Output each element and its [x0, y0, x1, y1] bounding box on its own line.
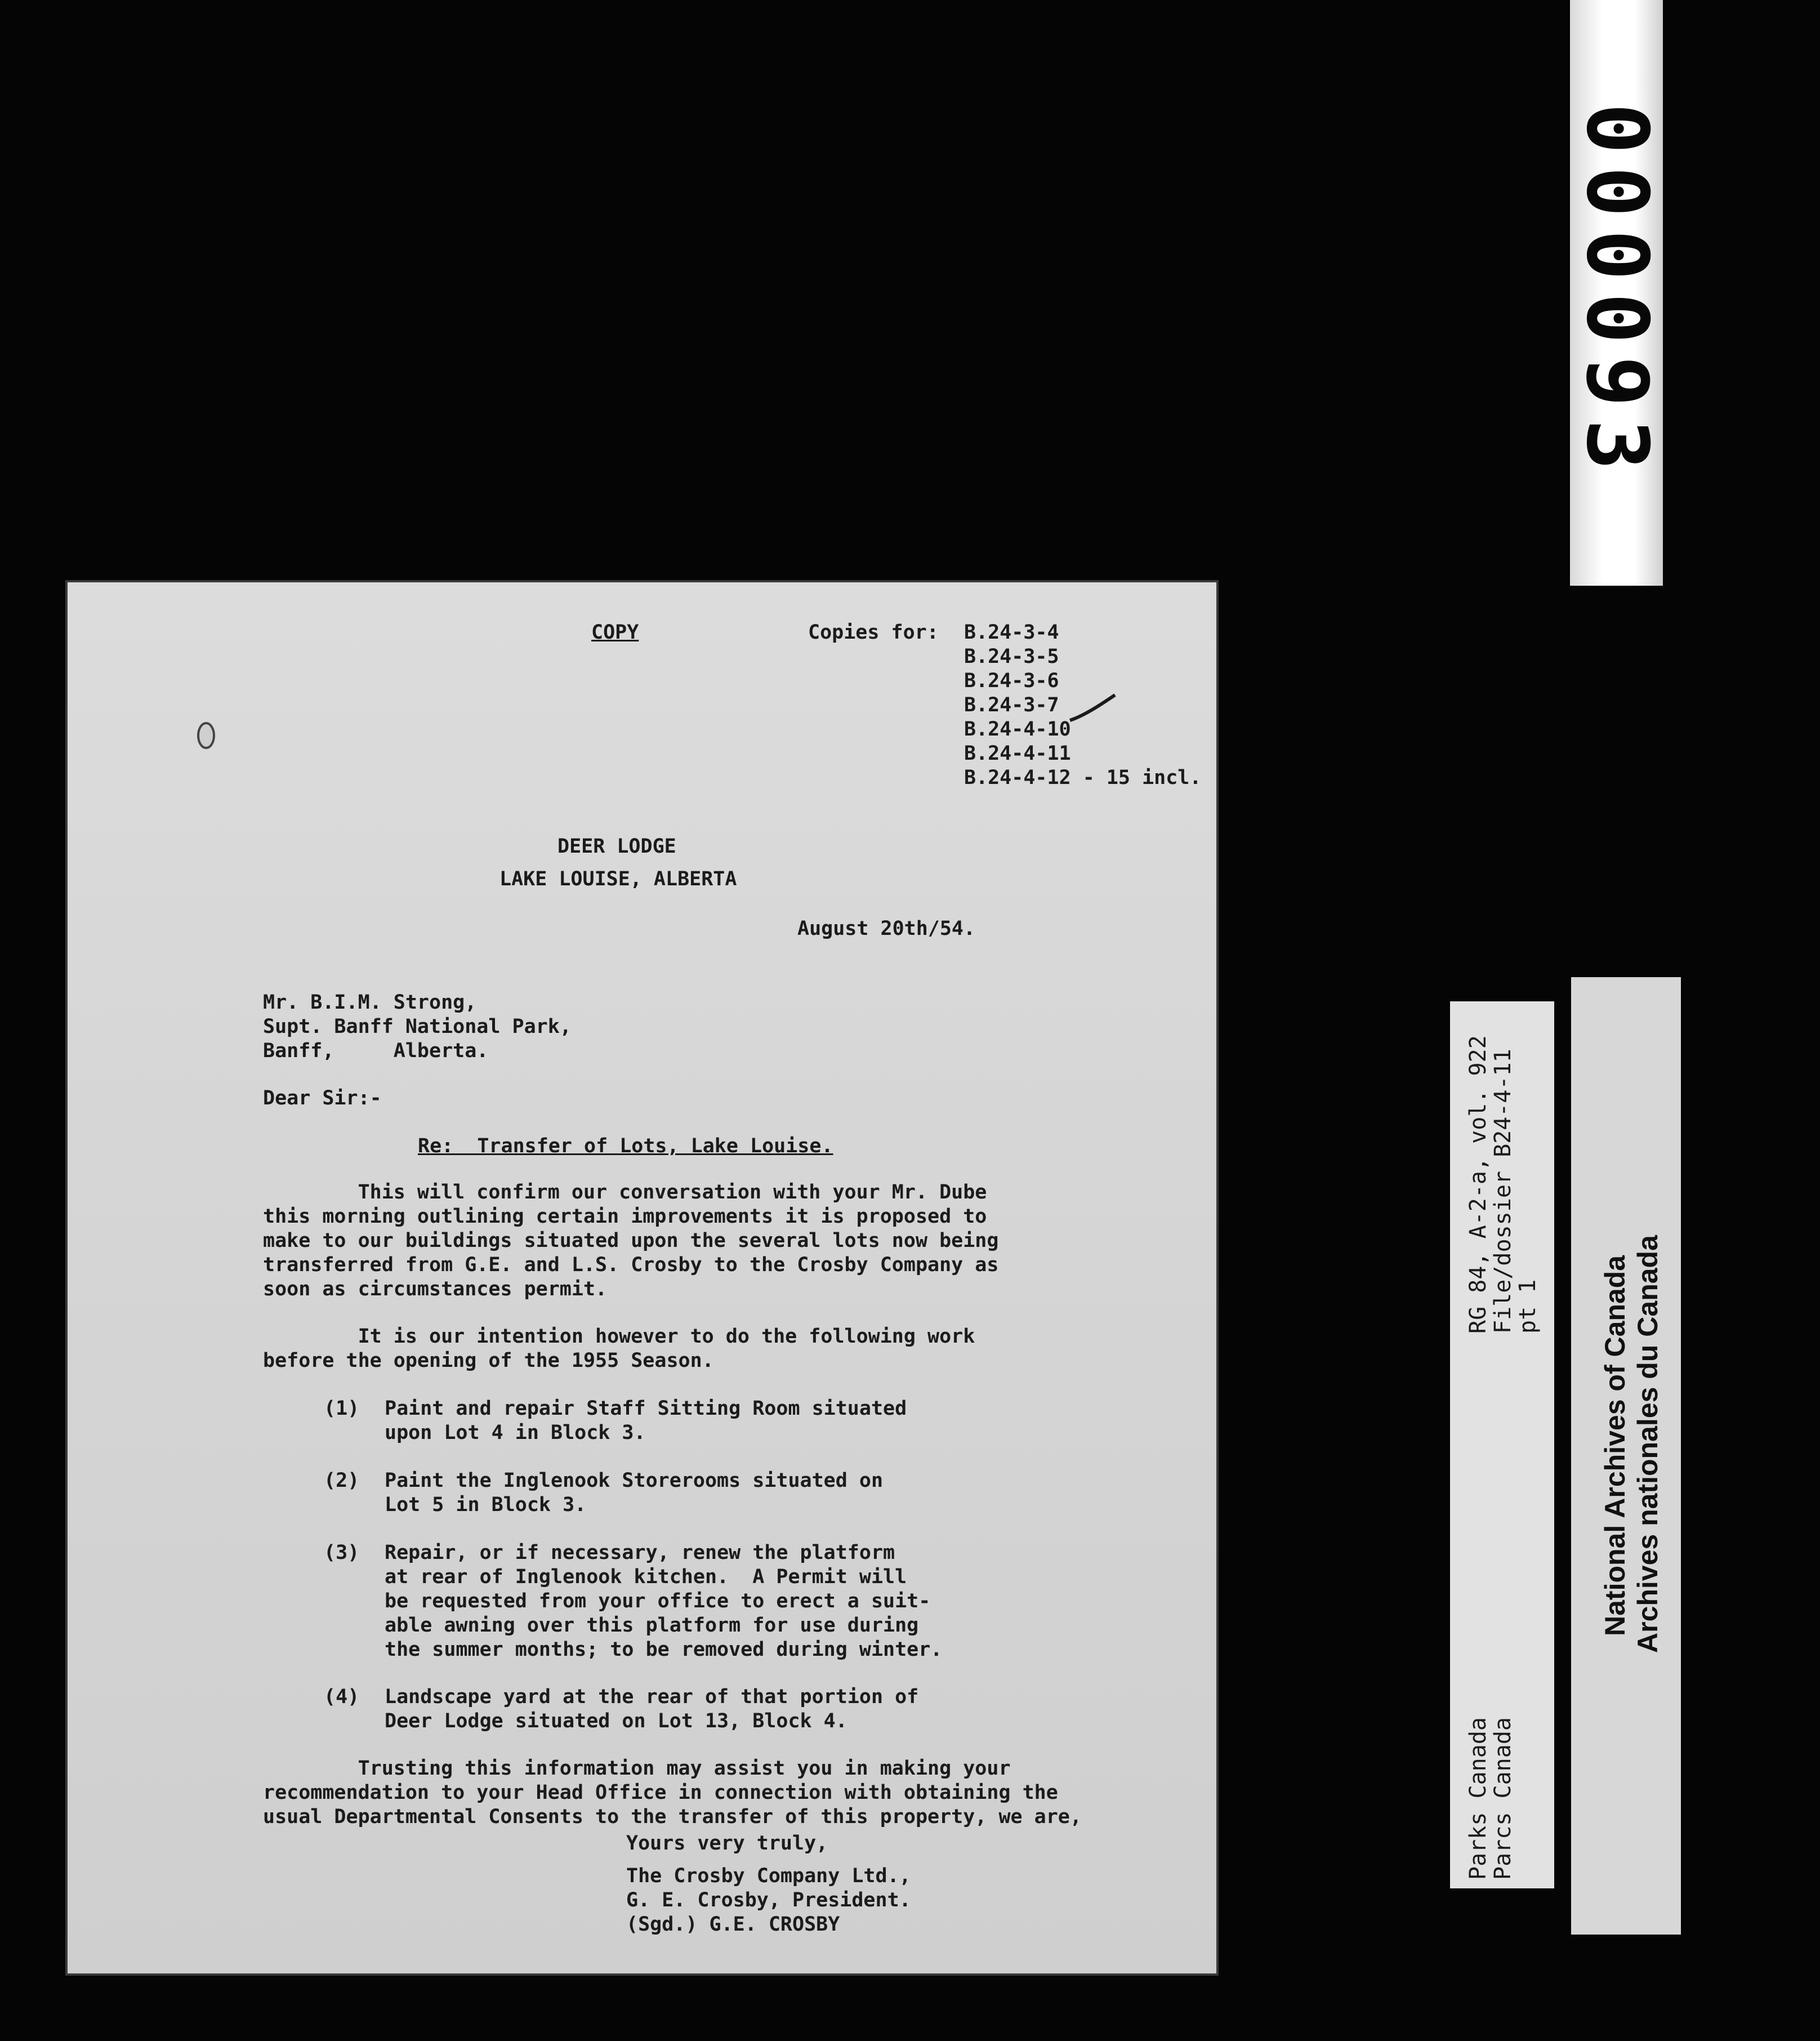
letter-page	[68, 582, 1216, 1973]
paragraph-line: It is our intention however to do the following work	[263, 1325, 975, 1348]
letterhead-place: LAKE LOUISE, ALBERTA	[499, 868, 737, 890]
paragraph-line: this morning outlining certain improvements it is proposed to	[263, 1205, 987, 1228]
letterhead-name: DEER LODGE	[557, 835, 676, 858]
list-item-line: Deer Lodge situated on Lot 13, Block 4.	[385, 1710, 847, 1732]
copies-for-item: B.24-3-4	[964, 621, 1059, 644]
list-item-line: Paint the Inglenook Storerooms situated on	[385, 1469, 884, 1492]
reference-line: pt 1	[1515, 1279, 1541, 1334]
reference-line: File/dossier B24-4-11	[1490, 1049, 1516, 1334]
paragraph-line: This will confirm our conversation with your Mr. Dube	[263, 1181, 987, 1204]
archives-name-fr: Archives nationales du Canada	[1632, 1235, 1663, 1653]
addressee-line: Supt. Banff National Park,	[263, 1015, 572, 1038]
copy-label: COPY	[591, 621, 639, 644]
paragraph-line: soon as circumstances permit.	[263, 1278, 608, 1300]
archives-name-en: National Archives of Canada	[1599, 1255, 1631, 1636]
list-item-number: (2)	[324, 1469, 360, 1492]
frame-number-strip	[1567, 0, 1666, 586]
signature-line: The Crosby Company Ltd.,	[626, 1865, 911, 1887]
frame-number: 000093	[1567, 103, 1666, 483]
list-item-number: (4)	[324, 1686, 360, 1708]
list-item-line: upon Lot 4 in Block 3.	[385, 1421, 646, 1444]
list-item-number: (3)	[324, 1541, 360, 1564]
paragraph-line: before the opening of the 1955 Season.	[263, 1349, 714, 1372]
addressee-line: Mr. B.I.M. Strong,	[263, 991, 477, 1014]
list-item-line: at rear of Inglenook kitchen. A Permit will	[385, 1566, 907, 1588]
paragraph-line: transferred from G.E. and L.S. Crosby to the Crosby Company as	[263, 1254, 999, 1276]
reference-line: RG 84, A-2-a, vol. 922	[1465, 1035, 1491, 1334]
copies-for-item: B.24-3-7	[964, 694, 1059, 716]
copies-for-item: B.24-4-11	[964, 742, 1071, 765]
list-item-number: (1)	[324, 1397, 360, 1420]
letter-date: August 20th/54.	[797, 917, 976, 940]
copies-for-item: B.24-4-10	[964, 718, 1071, 741]
list-item-line: able awning over this platform for use during	[385, 1614, 919, 1637]
signature-line: G. E. Crosby, President.	[626, 1889, 911, 1911]
list-item-line: Repair, or if necessary, renew the platform	[385, 1541, 895, 1564]
source-line: Parks Canada	[1465, 1717, 1491, 1880]
list-item-line: Paint and repair Staff Sitting Room situated	[385, 1397, 907, 1420]
copies-for-label: Copies for:	[808, 621, 939, 644]
check-mark-icon	[1067, 692, 1118, 726]
copies-for-item: B.24-3-5	[964, 645, 1059, 668]
copies-for-item: B.24-4-12 - 15 incl.	[964, 767, 1202, 789]
punch-hole-icon	[193, 719, 221, 752]
archive-reference-card	[1450, 1001, 1554, 1888]
national-archives-card	[1571, 977, 1681, 1935]
paragraph-line: make to our buildings situated upon the several lots now being	[263, 1229, 999, 1252]
paragraph-line: usual Departmental Consents to the transfer of this property, we are,	[263, 1806, 1082, 1828]
source-line: Parcs Canada	[1490, 1717, 1516, 1880]
subject-line: Re: Transfer of Lots, Lake Louise.	[418, 1135, 833, 1157]
copies-for-item: B.24-3-6	[964, 670, 1059, 692]
list-item-line: Lot 5 in Block 3.	[385, 1494, 587, 1516]
salutation: Dear Sir:-	[263, 1087, 382, 1109]
list-item-line: be requested from your office to erect a suit-	[385, 1590, 931, 1612]
addressee-line: Banff, Alberta.	[263, 1040, 489, 1062]
complimentary-close: Yours very truly,	[626, 1832, 828, 1855]
paragraph-line: Trusting this information may assist you in making your	[263, 1757, 1011, 1780]
list-item-line: the summer months; to be removed during winter.	[385, 1638, 943, 1661]
list-item-line: Landscape yard at the rear of that portion of	[385, 1686, 919, 1708]
signature-line: (Sgd.) G.E. CROSBY	[626, 1913, 840, 1936]
paragraph-line: recommendation to your Head Office in connection with obtaining the	[263, 1781, 1058, 1804]
